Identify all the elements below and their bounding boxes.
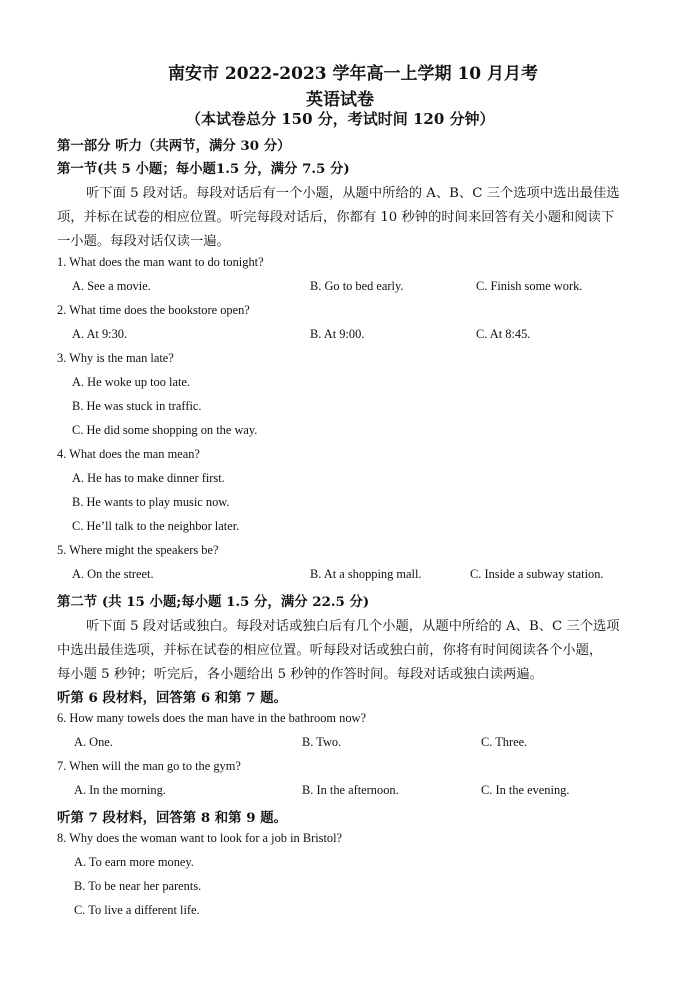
q3-option-b: B. He was stuck in traffic.	[72, 399, 202, 413]
q5-option-a: A. On the street.	[72, 567, 154, 581]
q2-option-b: B. At 9:00.	[310, 327, 365, 341]
q3-option-a: A. He woke up too late.	[72, 375, 191, 389]
question-6: 6. How many towels does the man have in the bathroom now?	[57, 711, 367, 725]
q3-option-c: C. He did some shopping on the way.	[72, 423, 258, 437]
question-4: 4. What does the man mean?	[57, 447, 200, 461]
q1-option-c: C. Finish some work.	[476, 279, 583, 293]
q8-option-c: C. To live a different life.	[74, 903, 200, 917]
q4-option-b: B. He wants to play music now.	[72, 495, 230, 509]
q7-option-a: A. In the morning.	[74, 783, 166, 797]
question-2: 2. What time does the bookstore open?	[57, 303, 250, 317]
section2-instructions-line3: 每小题 5 秒钟；听完后，各小题给出 5 秒钟的作答时间。每段对话或独白读两遍。	[57, 667, 543, 682]
q4-option-a: A. He has to make dinner first.	[72, 471, 225, 485]
q5-option-b: B. At a shopping mall.	[310, 567, 422, 581]
section2-instructions-line2: 中选出最佳选项，并标在试卷的相应位置。听每段对话或独白前，你将有时间阅读各个小题，	[57, 643, 603, 658]
q8-option-a: A. To earn more money.	[74, 855, 194, 869]
q7-option-c: C. In the evening.	[481, 783, 570, 797]
material-7-heading: 听第 7 段材料，回答第 8 和第 9 题。	[57, 810, 288, 826]
exam-title: 南安市 2022-2023 学年高一上学期 10 月月考	[168, 64, 539, 84]
q2-option-a: A. At 9:30.	[72, 327, 128, 341]
section2-instructions-line1: 听下面 5 段对话或独白。每段对话或独白后有几个小题，从题中所给的 A、B、C 三个选项	[86, 619, 620, 634]
q6-option-c: C. Three.	[481, 735, 528, 749]
q1-option-a: A. See a movie.	[72, 279, 151, 293]
part1-heading: 第一部分 听力（共两节，满分 30 分）	[57, 138, 291, 154]
exam-note: （本试卷总分 150 分，考试时间 120 分钟）	[186, 110, 495, 128]
exam-subject: 英语试卷	[306, 90, 374, 110]
question-3: 3. Why is the man late?	[57, 351, 174, 365]
q6-option-b: B. Two.	[302, 735, 342, 749]
q6-option-a: A. One.	[74, 735, 113, 749]
question-7: 7. When will the man go to the gym?	[57, 759, 241, 773]
question-5: 5. Where might the speakers be?	[57, 543, 219, 557]
question-8: 8. Why does the woman want to look for a job in Bristol?	[57, 831, 343, 845]
section2-heading: 第二节 (共 15 小题;每小题 1.5 分，满分 22.5 分)	[57, 594, 370, 610]
q7-option-b: B. In the afternoon.	[302, 783, 399, 797]
section1-heading: 第一节(共 5 小题；每小题1.5 分，满分 7.5 分)	[57, 161, 350, 177]
section1-instructions-line3: 一小题。每段对话仅读一遍。	[57, 234, 230, 249]
q5-option-c: C. Inside a subway station.	[470, 567, 604, 581]
q2-option-c: C. At 8:45.	[476, 327, 531, 341]
question-1: 1. What does the man want to do tonight?	[57, 255, 264, 269]
q1-option-b: B. Go to bed early.	[310, 279, 404, 293]
q8-option-b: B. To be near her parents.	[74, 879, 202, 893]
material-6-heading: 听第 6 段材料，回答第 6 和第 7 题。	[57, 690, 288, 706]
q4-option-c: C. He’ll talk to the neighbor later.	[72, 519, 240, 533]
section1-instructions-line2: 项，并标在试卷的相应位置。听完每段对话后，你都有 10 秒钟的时间来回答有关小题和阅读下	[57, 210, 615, 225]
section1-instructions-line1: 听下面 5 段对话。每段对话后有一个小题，从题中所给的 A、B、C 三个选项中选出最佳选	[86, 186, 620, 201]
